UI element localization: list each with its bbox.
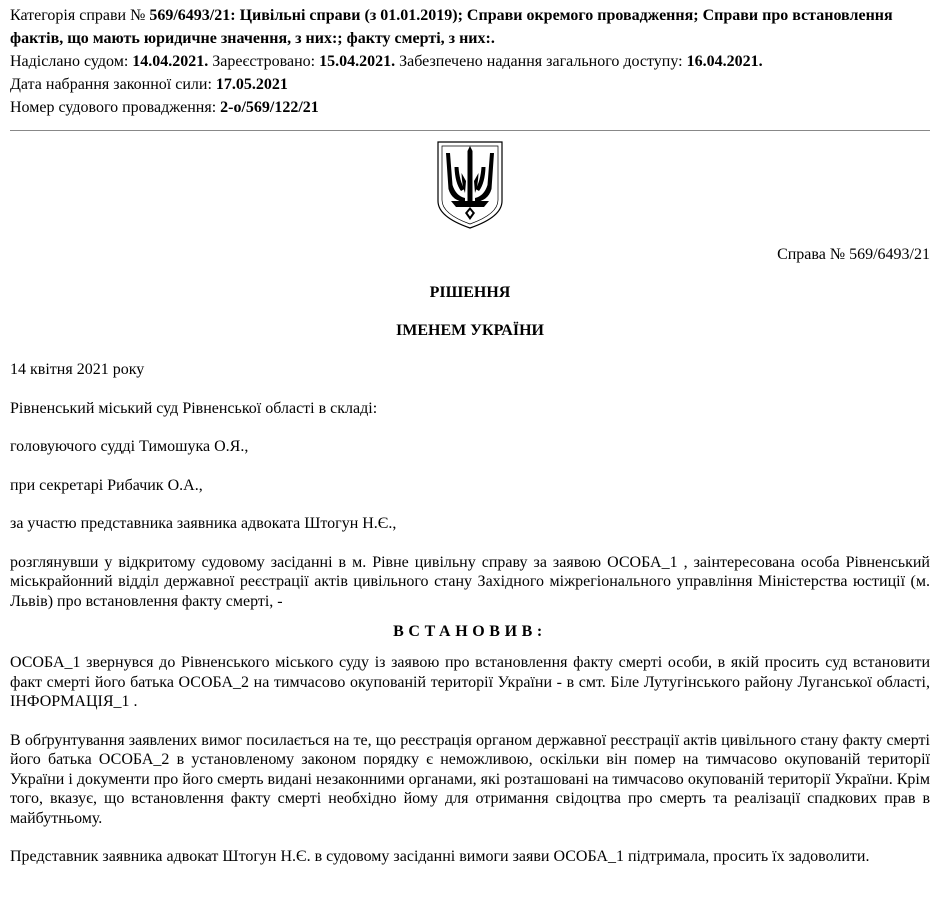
access-value: 16.04.2021. (686, 53, 763, 70)
divider (10, 130, 930, 131)
established-heading: ВСТАНОВИВ: (393, 623, 547, 640)
presiding-judge: головуючого судді Тимошука О.Я., (10, 438, 249, 455)
considered-paragraph: розглянувши у відкритому судовому засіданні в м. Рівне цивільну справу за заявою ОСОБА_1 , заінтересована особа Рівненський міськрайонний відділ державної реєстрації актів цивільного стану Західного міжрегіонального управління Міністерства юстиції (м. Львів) про встановлення факту смерті, - (10, 553, 930, 610)
case-category (10, 4, 930, 50)
registered-value: 15.04.2021. (319, 53, 396, 70)
case-proceeding-number (10, 96, 930, 119)
representative: за участю представника заявника адвоката Штогун Н.Є., (10, 515, 397, 532)
court-composition: Рівненський міський суд Рівненської області в складі: (10, 399, 378, 417)
sent-value: 14.04.2021. (132, 53, 209, 70)
effective-label: Дата набрання законної сили: (10, 76, 216, 93)
paragraph-claim: ОСОБА_1 звернувся до Рівненського міського суду із заявою про встановлення факту смерті особи, в якій просить суд встановити факт смерті його батька ОСОБА_2 на тимчасово окупованій території України - в смт. Біле Лутугінського району Луганської області, ІНФОРМАЦІЯ_1 . (10, 654, 930, 710)
category-value: 569/6493/21: Цивільні справи (з 01.01.2019); Справи окремого провадження; Справи про встановлення фактів, що мають юридичне значення, з них:; факту смерті, з них:. (10, 7, 893, 47)
case-effective-date (10, 73, 930, 96)
decision-date: 14 квітня 2021 року (10, 361, 145, 378)
access-label: Забезпечено надання загального доступу: (395, 53, 687, 70)
sent-label: Надіслано судом: (10, 53, 133, 70)
case-dates (10, 50, 930, 73)
category-label: Категорія справи № (10, 7, 150, 24)
effective-value: 17.05.2021 (215, 76, 288, 93)
secretary: при секретарі Рибачик О.А., (10, 476, 203, 494)
document-title: РІШЕННЯ (429, 284, 511, 301)
emblem-container (10, 141, 930, 229)
paragraph-representative: Представник заявника адвокат Штогун Н.Є. в судовому засіданні вимоги заяви ОСОБА_1 підтримала, просить їх задоволити. (10, 848, 870, 865)
paragraph-grounds: В обґрунтування заявлених вимог посилається на те, що реєстрація органом державної реєстрації актів цивільного стану факту смерті його батька ОСОБА_2 в установленому законом порядку є неможливою, оскільки він помер на тимчасово окупованій території України і документи про його смерть видані незаконними органами, які розташовані на тимчасово окупованій території України. Крім того, вказує, що встановлення факту смерті необхідно йому для отримання свідоцтва про смерть та реалізації спадкових прав в майбутньому. (10, 731, 930, 827)
coat-of-arms-ukraine-icon (437, 141, 503, 229)
proceeding-value: 2-о/569/122/21 (220, 99, 319, 116)
case-metadata (10, 4, 930, 119)
proceeding-label: Номер судового провадження: (10, 99, 221, 116)
document-subtitle: ІМЕНЕМ УКРАЇНИ (396, 322, 544, 339)
case-number: Справа № 569/6493/21 (777, 246, 930, 263)
registered-label: Зареєстровано: (208, 53, 320, 70)
